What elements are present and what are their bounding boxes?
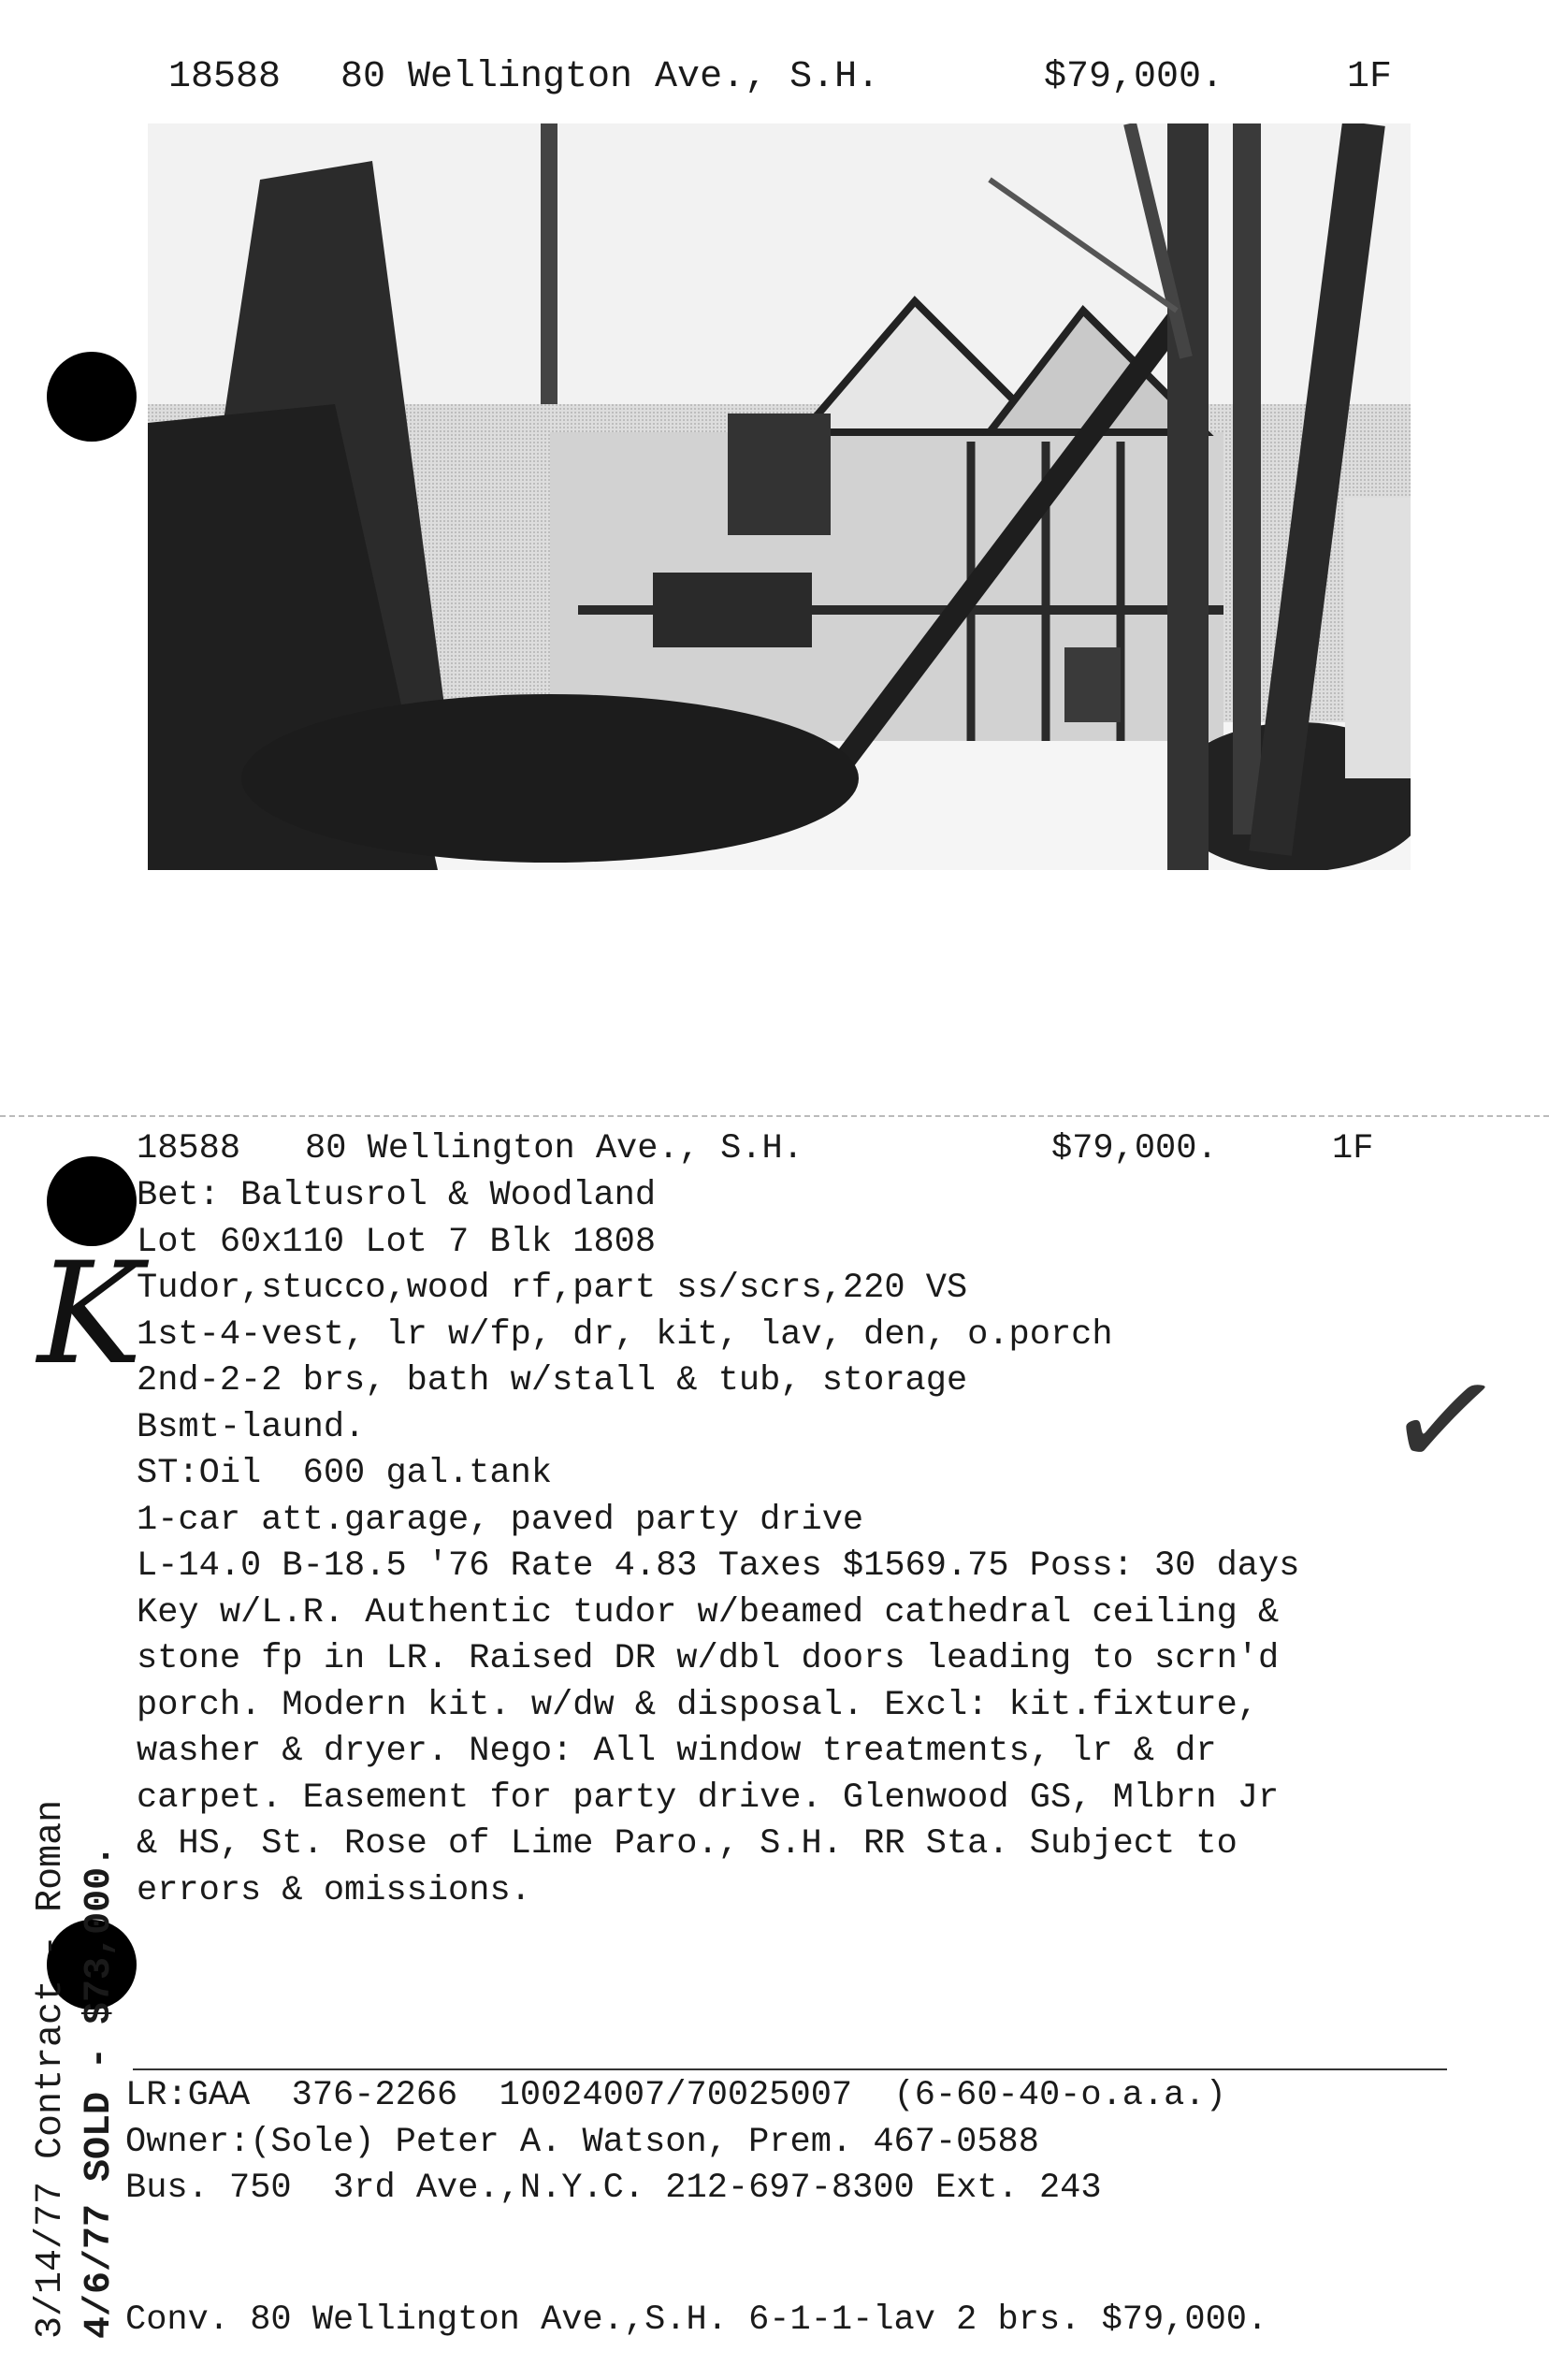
listing-line: Tudor,stucco,wood rf,part ss/scrs,220 VS bbox=[137, 1269, 968, 1308]
footer-line: Owner:(Sole) Peter A. Watson, Prem. 467-0588 bbox=[125, 2122, 1039, 2162]
listing-line: errors & omissions. bbox=[137, 1870, 531, 1910]
conv-line: Conv. 80 Wellington Ave.,S.H. 6-1-1-lav 2 brs. $79,000. bbox=[125, 2300, 1268, 2340]
cut-line bbox=[0, 1115, 1549, 1117]
listing-line: carpet. Easement for party drive. Glenwood GS, Mlbrn Jr bbox=[137, 1778, 1280, 1818]
listing-line: 2nd-2-2 brs, bath w/stall & tub, storage bbox=[137, 1361, 968, 1400]
listing-line: L-14.0 B-18.5 '76 Rate 4.83 Taxes $1569.75 Poss: 30 days bbox=[137, 1546, 1300, 1586]
contract-note: 3/14/77 Contract - Roman bbox=[30, 1799, 72, 2339]
listing-line: Lot 60x110 Lot 7 Blk 1808 bbox=[137, 1222, 657, 1262]
listing-line: & HS, St. Rose of Lime Paro., S.H. RR Sta. Subject to bbox=[137, 1824, 1238, 1864]
house-photo bbox=[148, 123, 1411, 870]
checkmark-icon: ✓ bbox=[1375, 1332, 1515, 1510]
card-type: 1F bbox=[1332, 1129, 1374, 1168]
listing-line: ST:Oil 600 gal.tank bbox=[137, 1454, 553, 1493]
card-address: 80 Wellington Ave., S.H. bbox=[305, 1129, 803, 1168]
header-mls: 18588 bbox=[168, 56, 282, 98]
card-price: $79,000. bbox=[1051, 1129, 1218, 1168]
listing-line: Key w/L.R. Authentic tudor w/beamed cathedral ceiling & bbox=[137, 1592, 1280, 1633]
footer-line: Bus. 750 3rd Ave.,N.Y.C. 212-697-8300 Ext. 243 bbox=[125, 2169, 1102, 2208]
footer-divider bbox=[133, 2068, 1447, 2070]
punch-hole-icon bbox=[47, 352, 137, 442]
listing-line: washer & dryer. Nego: All window treatments, lr & dr bbox=[137, 1732, 1217, 1771]
listing-line: 1-car att.garage, paved party drive bbox=[137, 1500, 864, 1540]
footer-line: LR:GAA 376-2266 10024007/70025007 (6-60-40-o.a.a.) bbox=[125, 2076, 1226, 2115]
listing-footer bbox=[125, 2073, 1226, 2213]
listing-line: Bsmt-laund. bbox=[137, 1407, 366, 1447]
listing-line: porch. Modern kit. w/dw & disposal. Excl: kit.fixture, bbox=[137, 1685, 1258, 1725]
header-address: 80 Wellington Ave., S.H. bbox=[340, 56, 880, 98]
sold-note: 4/6/77 SOLD - $73,000. bbox=[79, 1844, 121, 2339]
listing-line: stone fp in LR. Raised DR w/dbl doors leading to scrn'd bbox=[137, 1639, 1280, 1678]
handwritten-k: K bbox=[37, 1233, 143, 1396]
header-price: $79,000. bbox=[1044, 56, 1224, 98]
listing-details bbox=[137, 1173, 1299, 1914]
card-mls: 18588 bbox=[137, 1129, 241, 1168]
listing-line: Bet: Baltusrol & Woodland bbox=[137, 1176, 657, 1215]
header-type: 1F bbox=[1347, 56, 1393, 98]
listing-line: 1st-4-vest, lr w/fp, dr, kit, lav, den, o.porch bbox=[137, 1314, 1113, 1355]
